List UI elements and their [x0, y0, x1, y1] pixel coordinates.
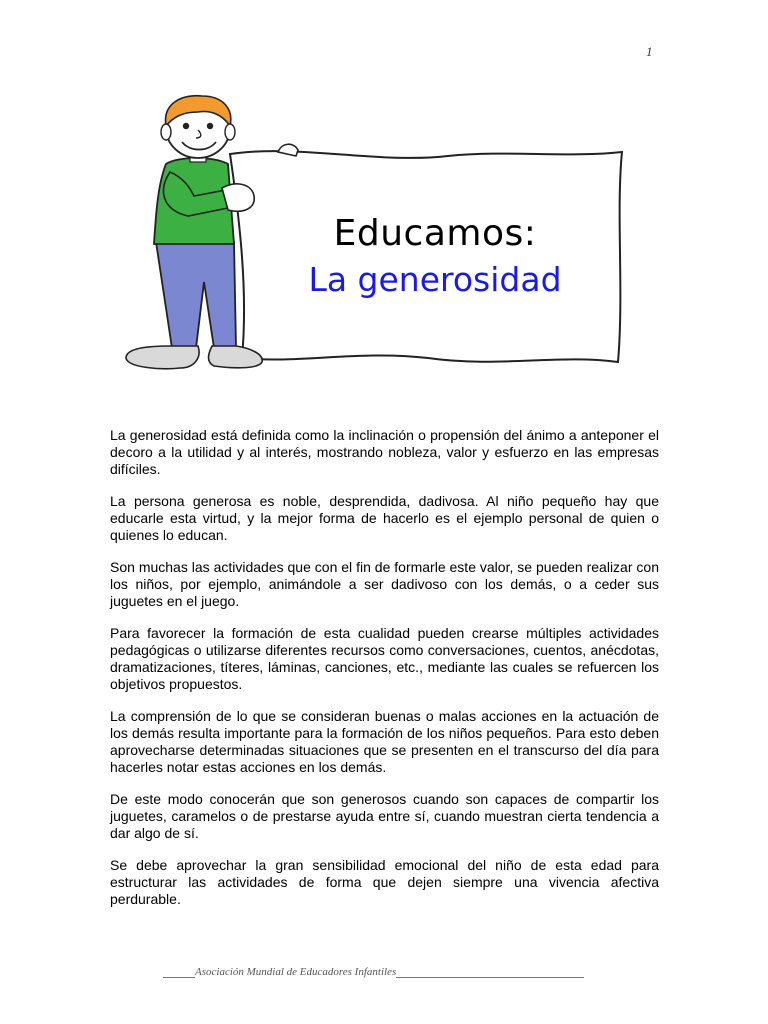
- footer: [163, 966, 623, 978]
- body-text: [110, 427, 659, 923]
- banner-title: [255, 212, 615, 302]
- footer-rule-right: [396, 967, 584, 978]
- right-eye: [207, 123, 213, 129]
- page-number: 1: [646, 44, 653, 59]
- paragraph-sensitivity: Se debe aprovechar la gran sensibilidad emocional del niño de esta edad para estructurar las actividades de forma que dejen siempre una vivencia afectiva perdurable.: [110, 857, 659, 907]
- paragraph-resources: Para favorecer la formación de esta cualidad pueden crearse múltiples actividades pedagógicas o utilizarse diferentes recursos como conversaciones, cuentos, anécdotas, dramatizaciones, títeres, láminas, canciones, etc., mediante las cuales se refuercen los objetivos propuestos.: [110, 625, 659, 692]
- footer-text: Asociación Mundial de Educadores Infantiles: [195, 966, 397, 978]
- left-shoe: [126, 346, 199, 369]
- front-hand: [222, 184, 254, 211]
- pants: [156, 242, 236, 348]
- right-ear: [225, 124, 235, 140]
- footer-rule-left: [163, 967, 195, 978]
- paragraph-activities: Son muchas las actividades que con el fin de formarle este valor, se pueden realizar con los niños, por ejemplo, animándole a ser dadivoso con los demás, o a ceder sus juguetes en el juego.: [110, 559, 659, 609]
- paragraph-noble-person: La persona generosa es noble, desprendida, dadivosa. Al niño pequeño hay que educarle esta virtud, y la mejor forma de hacerlo es el ejemplo personal de quien o quienes lo educan.: [110, 493, 659, 543]
- paragraph-comprehension: La comprensión de lo que se consideran buenas o malas acciones en la actuación de los demás resulta importante para la formación de los niños pequeños. Para esto deben aprovecharse determinadas situaciones que se presenten en el transcurso del día para hacerles notar estas acciones en los demás.: [110, 708, 659, 775]
- paragraph-sharing: De este modo conocerán que son generosos cuando son capaces de compartir los juguetes, caramelos o de prestarse ayuda entre sí, cuando muestran cierta tendencia a dar algo de sí.: [110, 791, 659, 841]
- banner-subtitle-line: La generosidad: [308, 260, 562, 299]
- left-ear: [161, 124, 171, 140]
- paragraph-definition: La generosidad está definida como la inclinación o propensión del ánimo a anteponer el decoro a la utilidad y al interés, mostrando nobleza, valor y esfuerzo en las empresas difíciles.: [110, 427, 659, 477]
- left-eye: [183, 123, 189, 129]
- banner-title-line: Educamos:: [333, 213, 537, 254]
